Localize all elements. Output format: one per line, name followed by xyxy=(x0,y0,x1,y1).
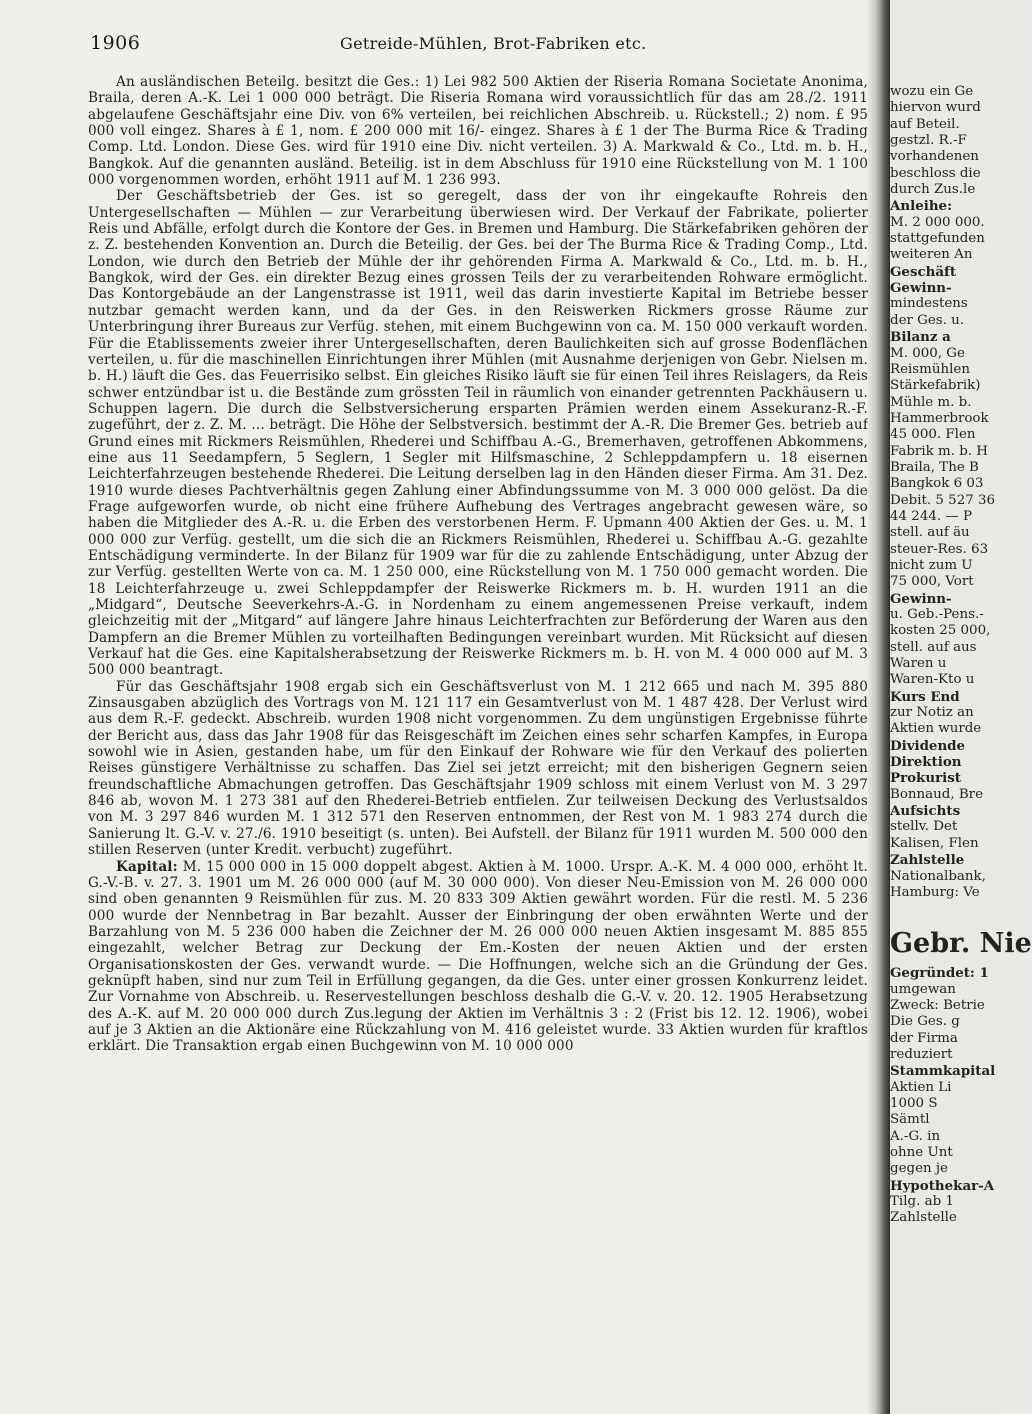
right-page-line: Geschäft xyxy=(890,263,957,280)
right-page-line: Debit. 5 527 36 xyxy=(890,492,996,508)
right-page-line: steuer-Res. 63 xyxy=(890,541,989,557)
right-page-line: mindestens xyxy=(890,296,968,312)
page-number: 1906 xyxy=(90,32,141,54)
right-page-line: Hypothekar-A xyxy=(890,1177,995,1194)
capital-label: Kapital: xyxy=(116,858,178,875)
right-page-line: durch Zus.le xyxy=(890,182,976,198)
right-page-line: Die Ges. g xyxy=(890,1014,960,1030)
right-page-line: wozu ein Ge xyxy=(890,84,974,99)
right-page-line: A.-G. in xyxy=(890,1128,941,1144)
right-page-line: umgewan xyxy=(890,981,956,997)
paragraph-capital xyxy=(88,859,868,1055)
right-page-line: Kalisen, Flen xyxy=(890,835,979,851)
right-page-line: Anleihe: xyxy=(890,198,953,215)
right-page-line: Bangkok 6 03 xyxy=(890,476,984,492)
right-page-fragment xyxy=(890,0,1032,1414)
right-page-line: Gegründet: 1 xyxy=(890,965,989,982)
right-page-line: zur Notiz an xyxy=(890,705,974,721)
right-page-line: Hamburg: Ve xyxy=(890,884,980,900)
right-page-line: gestzl. R.-F xyxy=(890,133,967,149)
right-page-line: Reismühlen xyxy=(890,361,970,377)
right-page-line: 45 000. Flen xyxy=(890,427,976,443)
main-text-column xyxy=(88,74,868,1055)
right-page-line: beschloss die xyxy=(890,165,981,181)
right-page-line: ohne Unt xyxy=(890,1144,953,1160)
right-page-line: Gewinn- xyxy=(890,280,952,297)
right-page-line: Mühle m. b. xyxy=(890,394,972,410)
right-page-line: kosten 25 000, xyxy=(890,623,991,639)
right-page-line: reduziert xyxy=(890,1046,953,1062)
paragraph-financial-results: Für das Geschäftsjahr 1908 ergab sich ein Geschäftsverlust von M. 1 212 665 und nach M. 395 880 Zinsausgaben abzüglich des Vortrags von M. 121 117 ein Gesamtverlust von M. 1 487 428. Der Verlust wird aus dem R.-F. gedeckt. Abschreib. wurden 1908 nicht vorgenommen. Zu dem ungünstigen Ergebnisse führte der Bericht aus, dass das Jahr 1908 für das Reisgeschäft im Zeichen eines sehr scharfen Kampfes, in Europa sowohl wie in Asien, gestanden habe, um für den Einkauf der Rohware wie für den Verkauf des polierten Reises günstigere Verhältnisse zu schaffen. Das Ziel sei jetzt erreicht; mit den bisherigen Gegnern seien freundschaftliche Abmachungen getroffen. Das Geschäftsjahr 1909 schloss mit einem Verlust von M. 3 297 846 ab, wovon M. 1 273 381 auf den Rhederei-Betrieb entfielen. Zur teilweisen Deckung des Verlustsaldos von M. 3 297 846 wurden M. 1 312 571 den Reserven entnommen, der Rest von M. 1 983 274 durch die Sanierung lt. G.-V. v. 27./6. 1910 beseitigt (s. unten). Bei Aufstell. der Bilanz für 1911 wurden M. 500 000 den stillen Reserven (unter Kredit. verbucht) zugeführt. xyxy=(88,678,868,859)
right-page-line: Dividende xyxy=(890,737,966,754)
right-page-line: 44 244. — P xyxy=(890,508,973,524)
right-page-line: u. Geb.-Pens.- xyxy=(890,607,984,622)
right-page-gap xyxy=(890,901,1000,921)
capital-text: M. 15 000 000 in 15 000 doppelt abgest. Aktien à M. 1000. Urspr. A.-K. M. 4 000 000, erhöht lt. G.-V.-B. v. 27. 3. 1901 um M. 26 000 000 (auf M. 30 000 000). Von dieser Neu-Emission von M. 26 000 000 sind oben genannten 9 Reismühlen für zus. M. 20 833 309 Aktien gewährt worden. Für die restl. M. 5 236 000 wurde der Nennbetrag in Bar bezahlt. Ausser der Einbringung der oben erwähnten Werte und der Barzahlung von M. 5 236 000 haben die Zeichner der M. 26 000 000 neuen Aktien insgesamt M. 885 855 eingezahlt, welcher Betrag zur Deckung der Em.-Kosten der neuen Aktien und der ersten Organisationskosten der Ges. verwandt wurde. — Die Hoffnungen, welche sich an die Gründung der Ges. geknüpft haben, sind nur zum Teil in Erfüllung gegangen, da die Ges. unter einer grossen Konkurrenz leidet. Zur Vornahme von Abschreib. u. Reservestellungen beschloss deshalb die G.-V. v. 20. 12. 1905 Herabsetzung des A.-K. auf M. 20 000 000 durch Zus.legung der Aktien im Verhältnis 3 : 2 (Frist bis 12. 12. 1906), wobei auf je 3 Aktien an die Aktionäre eine Rückzahlung von M. 416 geleistet wurde. 33 Aktien wurden für kraftlos erklärt. Die Transaktion ergab einen Buchgewinn von M. 10 000 000 xyxy=(88,858,868,1055)
right-page-line: Gebr. Nie xyxy=(890,928,1032,960)
right-page-line: Aufsichts xyxy=(890,803,961,820)
right-page-line: der Firma xyxy=(890,1030,958,1046)
right-page-line: der Ges. u. xyxy=(890,312,965,328)
right-page-line: Bonnaud, Bre xyxy=(890,786,984,802)
right-page-line: Waren u xyxy=(890,656,947,672)
right-page-line: vorhandenen xyxy=(890,149,979,165)
paragraph-business-operations: Der Geschäftsbetrieb der Ges. ist so geregelt, dass der von ihr eingekaufte Rohreis den Untergesellschaften — Mühlen — zur Verarbeitung überwiesen wird. Der Verkauf der Fabrikate, polierter Reis und Abfälle, erfolgt durch die Kontore der Ges. in Bremen und Hamburg. Die Stärkefabriken gehören der z. Z. bestehenden Konvention an. Durch die Beteilig. der Ges. bei der The Burma Rice & Trading Comp., Ltd. London, wie durch den Betrieb der Mühle der ihr gehörenden Firma A. Markwald & Co., Ltd. m. b. H., Bangkok, wird der Ges. ein direkter Bezug eines grossen Teils der zu verarbeitenden Rohware ermöglicht. Das Kontorgebäude an der Langenstrasse ist 1911, weil das darin investierte Kapital im Betriebe besser nutzbar gemacht werden kann, und da der Ges. in den Reiswerken Rickmers grosse Räume zur Unterbringung ihrer Bureaus zur Verfüg. stehen, mit einem Buchgewinn von ca. M. 150 000 verkauft worden. Für die Etablissements zweier ihrer Untergesellschaften, deren Baulichkeiten sich auf grosse Bodenflächen verteilen, u. für die maschinellen Einrichtungen ihrer Mühlen (mit Ausnahme derjenigen von Gebr. Nielsen m. b. H.) läuft die Ges. das Feuerrisiko selbst. Ein gleiches Risiko läuft sie für einen Teil ihres Reislagers, da Reis schwer entzündbar ist u. die Bestände zum grössten Teil in räumlich von einander getrennten Packhäusern u. Schuppen lagern. Die durch die Selbstversicherung ersparten Prämien werden einem Assekuranz-R.-F. zugeführt, der z. Z. M. … beträgt. Die Höhe der Selbstversich. bestimmt der A.-R. Die Bremer Ges. betrieb auf Grund eines mit Rickmers Reismühlen, Rhederei und Schiffbau A.-G., Bremerhaven, getroffenen Abkommens, eine aus 11 Seedampfern, 5 Seglern, 1 Segler mit Hilfsmaschine, 2 Schleppdampfern u. 18 eisernen Leichterfahrzeugen bestehende Rhederei. Die Leitung derselben lag in den Händen dieser Firma. Am 31. Dez. 1910 wurde dieses Pachtverhältnis gegen Zahlung einer Abfindungssumme von M. 3 000 000 gelöst. Da die Frage aufgeworfen wurde, ob nicht eine frühere Aufhebung des Vertrages angebracht gewesen wäre, so haben die Mitglieder des A.-R. u. die Erben des verstorbenen Herm. F. Upmann 400 Aktien der Ges. u. M. 1 000 000 zur Verfüg. gestellt, um die sich die an Rickmers Reismühlen, Rhederei u. Schiffbau A.-G. gezahlte Entschädigung verminderte. In der Bilanz für 1909 war für die zu zahlende Entschädigung, unter Abzug der zur Verfüg. gestellten Werte von ca. M. 1 250 000, eine Rückstellung von M. 1 750 000 gemacht worden. Die 18 Leichterfahrzeuge u. zwei Schleppdampfer der Reiswerke Rickmers m. b. H. wurden 1911 an die „Midgard“, Deutsche Seeverkehrs-A.-G. in Nordenham zu einem angemessenen Preise verkauft, indem gleichzeitig mit der „Mitgard“ auf längere Jahre hinaus Leichterfrachten zur Beförderung der Waren aus den Dampfern an die Bremer Mühlen zu vorteilhaften Bedingungen vereinbart wurden. Mit Rücksicht auf diesen Verkauf hat die Ges. eine Kapitalsherabsetzung der Reiswerke Rickmers m. b. H. von M. 4 000 000 auf M. 3 500 000 beantragt. xyxy=(88,188,868,679)
right-page-line: stattgefunden xyxy=(890,231,985,247)
right-page-line: gegen je xyxy=(890,1161,948,1177)
right-page-line: auf Beteil. xyxy=(890,116,960,132)
page-header xyxy=(90,32,860,58)
right-page-line: M. 2 000 000. xyxy=(890,214,985,230)
right-page-line: weiteren An xyxy=(890,247,973,263)
right-page-line: Bilanz a xyxy=(890,329,951,346)
right-page-line: 1000 S xyxy=(890,1095,938,1111)
right-page-line: Aktien Li xyxy=(890,1079,952,1095)
right-page-line: Stärkefabrik) xyxy=(890,378,981,394)
right-page-line: 75 000, Vort xyxy=(890,574,974,590)
book-gutter-shadow xyxy=(868,0,890,1414)
right-page-line: Sämtl xyxy=(890,1112,930,1128)
right-page-line: M. 000, Ge xyxy=(890,345,965,361)
right-page-line: Stammkapital xyxy=(890,1063,996,1080)
right-page-line: Zahlstelle xyxy=(890,852,965,869)
right-page-line: Zweck: Betrie xyxy=(890,997,985,1013)
right-page-line: Tilg. ab 1 xyxy=(890,1194,954,1209)
right-page-line: nicht zum U xyxy=(890,557,973,573)
right-page-line: Kurs End xyxy=(890,688,960,705)
right-page-line: stell. auf aus xyxy=(890,639,977,655)
right-page-line: stell. auf äu xyxy=(890,525,970,541)
right-page-line: stellv. Det xyxy=(890,819,958,835)
right-page-line: Zahlstelle xyxy=(890,1210,957,1226)
right-page-line: Direktion xyxy=(890,754,962,771)
right-page-line: hiervon wurd xyxy=(890,100,981,116)
paragraph-foreign-holdings: An ausländischen Beteilg. besitzt die Ges.: 1) Lei 982 500 Aktien der Riseria Romana Societate Anonima, Braila, deren A.-K. Lei 1 000 000 beträgt. Die Riseria Romana wird voraussichtlich für das am 28./2. 1911 abgelaufene Geschäftsjahr eine Div. von 6% verteilen, bei reichlichen Abschreib. u. Rückstell.; 2) nom. £ 95 000 voll eingez. Shares à £ 1, nom. £ 200 000 mit 16/- eingez. Shares à £ 1 der The Burma Rice & Trading Comp. Ltd. London. Diese Ges. wird für 1910 eine Div. nicht verteilen. 3) A. Markwald & Co., Ltd. m. b. H., Bangkok. Auf die genannten ausländ. Beteilig. ist in dem Abschluss für 1910 eine Rückstellung von M. 1 100 000 vorgenommen worden, erhöht 1911 auf M. 1 236 993. xyxy=(88,74,868,189)
right-page-line: Aktien wurde xyxy=(890,721,982,737)
right-page-line: Fabrik m. b. H xyxy=(890,443,988,459)
right-page-line: Braila, The B xyxy=(890,459,979,475)
right-page-line: Waren-Kto u xyxy=(890,672,975,688)
running-title: Getreide-Mühlen, Brot-Fabriken etc. xyxy=(340,34,647,53)
right-page-line: Hammerbrook xyxy=(890,410,989,426)
right-page-line: Gewinn- xyxy=(890,590,952,607)
right-page-lines xyxy=(890,84,1032,1227)
right-page-line: Prokurist xyxy=(890,770,961,787)
right-page-line: Nationalbank, xyxy=(890,868,986,884)
